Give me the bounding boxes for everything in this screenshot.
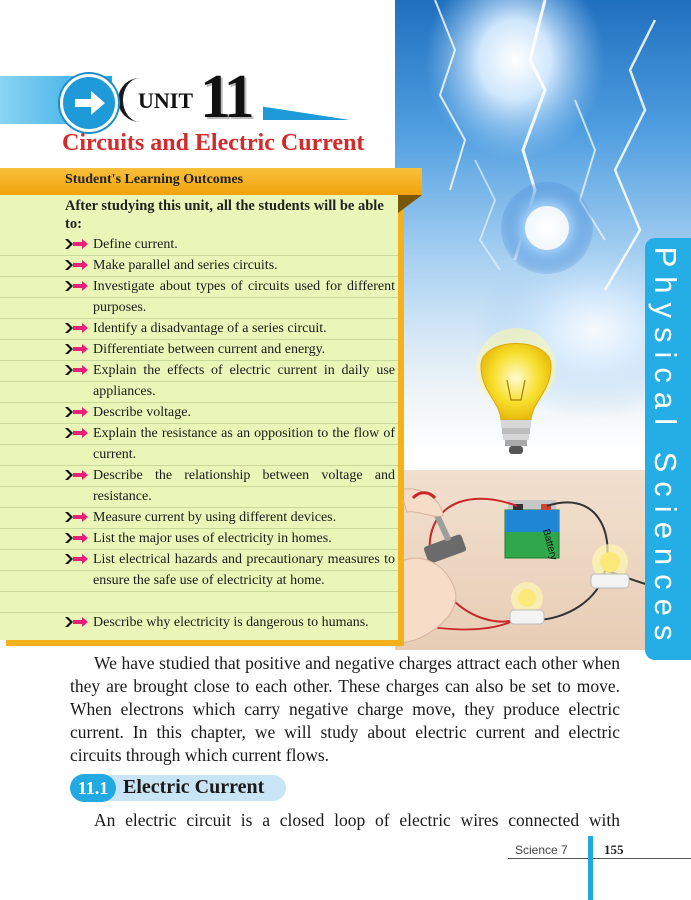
outcome-text: Differentiate between current and energy. (93, 342, 326, 357)
outcome-item (65, 402, 395, 423)
arrow-bullet-icon (65, 427, 89, 439)
chapter-title: Circuits and Electric Current (62, 130, 365, 156)
arrow-bullet-icon (65, 511, 89, 523)
footer-accent-bar (588, 836, 593, 900)
outcome-text: Define current. (93, 237, 178, 252)
small-bulb (510, 582, 544, 624)
footer-divider (508, 858, 691, 859)
arrow-bullet-icon (65, 469, 89, 481)
arrow-bullet-icon (65, 364, 89, 376)
arrow-bullet-icon (65, 553, 89, 565)
arrow-bullet-icon (65, 532, 89, 544)
footer-book-title: Science 7 (515, 843, 568, 857)
outcome-text: Describe why electricity is dangerous to humans. (93, 615, 369, 630)
plasma-orb (525, 206, 569, 250)
divider (0, 591, 398, 592)
outcome-item (65, 612, 395, 633)
outcome-item (65, 465, 395, 507)
outcome-item (65, 318, 395, 339)
arrow-bullet-icon (65, 259, 89, 271)
light-bulb-illustration (476, 328, 556, 454)
header-fold (398, 195, 422, 213)
outcome-item (65, 255, 395, 276)
outcome-text: List the major uses of electricity in homes. (93, 531, 332, 546)
arrow-right-icon (63, 77, 115, 129)
unit-number: 11 (200, 63, 251, 131)
outcome-item (65, 549, 395, 591)
outcome-text: Explain the resistance as an opposition to the flow of current. (93, 426, 395, 462)
learning-outcomes-intro: After studying this unit, all the students will be able to: (65, 198, 384, 232)
learning-outcomes-title: Student's Learning Outcomes (65, 172, 244, 187)
light-burst (425, 0, 605, 160)
outcome-text: List electrical hazards and precautionary measures to ensure the safe use of electricity at home. (93, 552, 395, 588)
outcome-item (65, 423, 395, 465)
arrow-bullet-icon (65, 280, 89, 292)
outcome-item (65, 507, 395, 528)
outcome-text: Investigate about types of circuits used for different purposes. (93, 279, 395, 315)
outcome-item (65, 276, 395, 318)
battery (505, 500, 559, 561)
outcome-text: Describe voltage. (93, 405, 191, 420)
section-number: 11.1 (70, 774, 116, 802)
arrow-bullet-icon (65, 343, 89, 355)
arrow-bullet-icon (65, 322, 89, 334)
unit-label: UNIT (138, 88, 194, 113)
outcome-text: Measure current by using different devices. (93, 510, 337, 525)
page-number: 155 (604, 842, 624, 857)
outcome-text: Explain the effects of electric current in daily use appliances. (93, 363, 395, 399)
intro-paragraph: We have studied that positive and negative charges attract each other when they are brought close to each other. These charges can also be set to move. When electrons which carry negative charge move, they produce electric current. In this chapter, we will study about electric current and electric circuits through which current flows. (70, 653, 620, 765)
section-title: Electric Current (123, 776, 265, 798)
arrow-bullet-icon (65, 406, 89, 418)
lightning-bolt (475, 160, 500, 270)
hands (395, 489, 456, 645)
outcome-item (65, 339, 395, 360)
arrow-bullet-icon (65, 616, 89, 628)
outcome-item (65, 234, 395, 255)
outcome-item (65, 528, 395, 549)
battery-label: Battery (540, 527, 559, 562)
subject-label: Physical Sciences (648, 246, 683, 650)
arrow-circle-icon (60, 74, 118, 132)
arrow-bullet-icon (65, 238, 89, 250)
section-paragraph: An electric circuit is a closed loop of electric wires connected with (94, 810, 620, 830)
outcome-text: Identify a disadvantage of a series circuit. (93, 321, 327, 336)
outcome-text: Make parallel and series circuits. (93, 258, 278, 273)
outcome-item (65, 360, 395, 402)
outcome-text: Describe the relationship between voltage and resistance. (93, 468, 395, 504)
small-bulb (591, 544, 629, 588)
